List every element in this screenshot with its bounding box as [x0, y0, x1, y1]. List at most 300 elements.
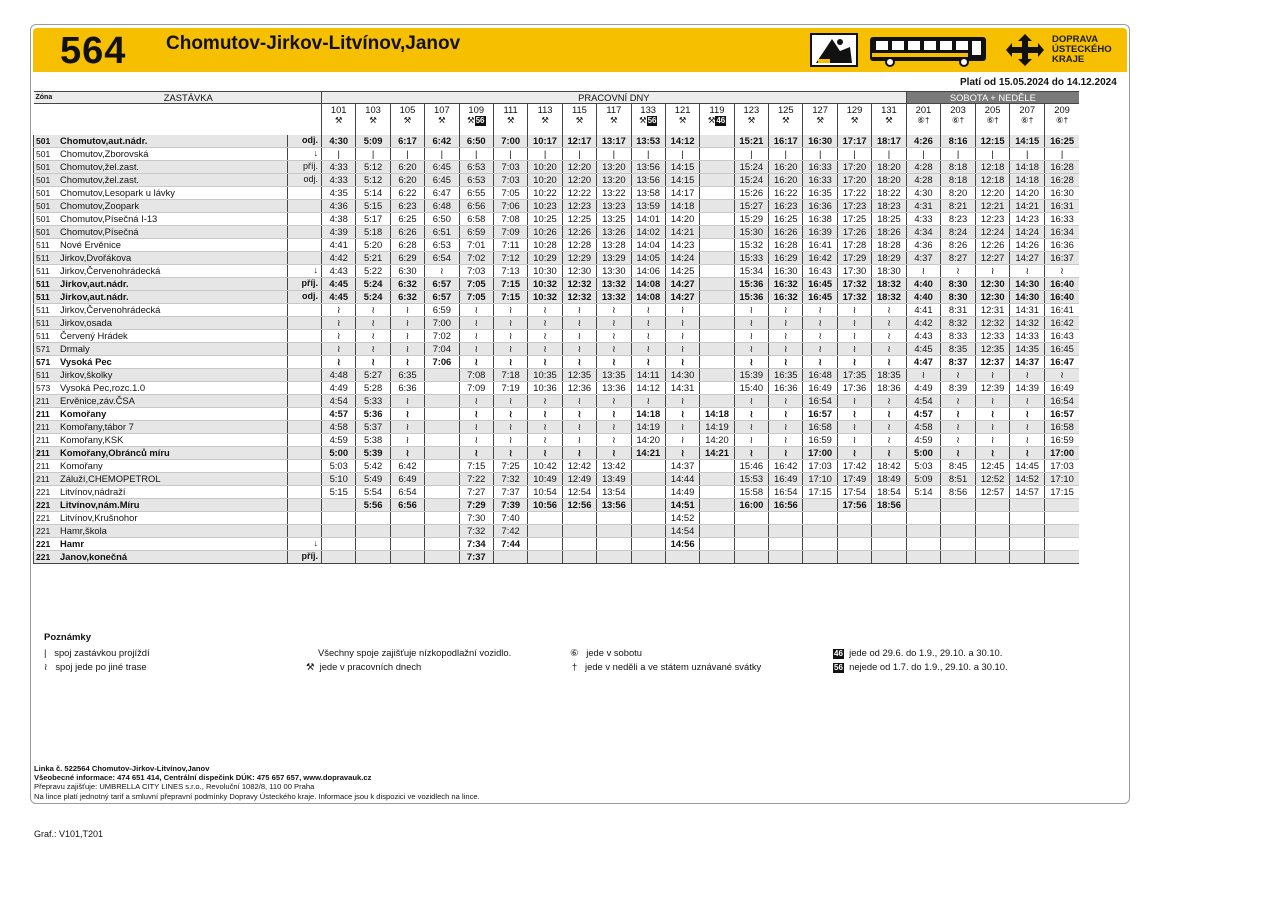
time-cell: 4:40: [906, 277, 941, 290]
time-cell: 18:29: [872, 251, 906, 264]
time-cell: ≀: [734, 316, 768, 329]
time-cell: ≀: [837, 342, 871, 355]
time-cell: [872, 550, 906, 563]
trip-symbol: [459, 115, 493, 127]
time-cell: ≀: [665, 329, 699, 342]
time-cell: ≀: [631, 316, 665, 329]
time-cell: [700, 498, 734, 511]
time-cell: |: [356, 147, 390, 160]
arr-dep-flag: [288, 225, 322, 238]
time-cell: ≀: [1010, 368, 1045, 381]
stop-cell: [34, 290, 288, 303]
arr-dep-flag: [288, 342, 322, 355]
time-cell: [700, 160, 734, 173]
time-cell: 5:28: [356, 381, 390, 394]
time-cell: ≀: [803, 316, 837, 329]
time-cell: 12:27: [975, 251, 1010, 264]
time-cell: 17:00: [1045, 446, 1080, 459]
time-cell: 6:42: [390, 459, 424, 472]
time-cell: ≀: [390, 394, 424, 407]
time-cell: 12:26: [975, 238, 1010, 251]
time-cell: 5:54: [356, 485, 390, 498]
time-cell: [734, 511, 768, 524]
time-cell: [700, 472, 734, 485]
time-cell: 14:30: [1010, 290, 1045, 303]
time-cell: ≀: [597, 342, 631, 355]
route-title: Chomutov-Jirkov-Litvínov,Janov: [166, 33, 461, 54]
table-row: [34, 135, 1080, 148]
time-cell: 12:45: [975, 459, 1010, 472]
trip-symbol-text: ⚒: [369, 115, 377, 126]
arr-dep-flag: [288, 407, 322, 420]
trip-symbol: [1045, 115, 1080, 127]
arr-dep-flag: [288, 212, 322, 225]
trip-symbol-text: ⚒: [541, 115, 549, 126]
time-cell: 16:34: [1045, 225, 1080, 238]
time-cell: ≀: [975, 264, 1010, 277]
time-cell: 6:25: [390, 212, 424, 225]
time-cell: 7:19: [493, 381, 527, 394]
time-cell: ≀: [528, 420, 562, 433]
time-cell: [1045, 524, 1080, 537]
stop-name: Komořany: [60, 407, 107, 419]
time-cell: [425, 446, 459, 459]
time-cell: [597, 511, 631, 524]
time-cell: 6:20: [390, 173, 424, 186]
time-cell: [975, 511, 1010, 524]
gap-cell: [597, 127, 631, 135]
time-cell: ≀: [837, 446, 871, 459]
trip-symbol: [872, 115, 906, 127]
zone-number: 211: [36, 447, 50, 458]
time-cell: 16:35: [769, 368, 803, 381]
time-cell: 12:22: [562, 186, 596, 199]
stop-name: Jirkov,aut.nádr.: [60, 277, 129, 289]
time-cell: [425, 537, 459, 550]
time-cell: 12:17: [562, 135, 596, 148]
time-cell: 16:49: [1045, 381, 1080, 394]
time-cell: |: [941, 147, 976, 160]
time-cell: 16:33: [1045, 212, 1080, 225]
workday-icon: ⚒: [707, 115, 716, 126]
stop-cell: [34, 420, 288, 433]
time-cell: 4:59: [322, 433, 356, 446]
time-cell: [1010, 498, 1045, 511]
table-row: [34, 303, 1080, 316]
time-cell: 8:20: [941, 186, 976, 199]
time-cell: ≀: [872, 394, 906, 407]
stop-name: Chomutov,Písečná: [60, 225, 139, 237]
time-cell: ≀: [459, 407, 493, 420]
other-route-text: spoj jede po jiné trase: [55, 661, 147, 672]
time-cell: ≀: [872, 433, 906, 446]
time-cell: [769, 511, 803, 524]
time-cell: 12:32: [562, 277, 596, 290]
time-cell: [631, 511, 665, 524]
trip-number: 129: [837, 104, 871, 116]
stop-name: Chomutov,žel.zast.: [60, 173, 140, 185]
time-cell: 4:42: [906, 316, 941, 329]
arr-dep-flag: odj.: [288, 135, 322, 148]
time-cell: ≀: [356, 342, 390, 355]
note-lowfloor: Všechny spoje zajišťuje nízkopodlažní vozidlo.: [318, 647, 512, 658]
trip-symbol: [390, 115, 424, 127]
workday-text: jede v pracovních dnech: [319, 661, 422, 672]
time-cell: 13:56: [631, 160, 665, 173]
time-cell: 7:27: [459, 485, 493, 498]
zone-number: 501: [36, 161, 51, 172]
zone-number: 511: [36, 317, 50, 328]
time-cell: [597, 524, 631, 537]
time-cell: 14:24: [665, 251, 699, 264]
gap-cell: [803, 127, 837, 135]
time-cell: ≀: [769, 329, 803, 342]
gap-cell: [837, 127, 871, 135]
time-cell: ≀: [975, 394, 1010, 407]
stop-cell: [34, 135, 288, 148]
time-cell: [425, 524, 459, 537]
time-cell: 14:23: [1010, 212, 1045, 225]
stop-cell: [34, 238, 288, 251]
time-cell: 18:42: [872, 459, 906, 472]
time-cell: 14:20: [631, 433, 665, 446]
time-cell: 16:58: [1045, 420, 1080, 433]
arr-dep-flag: [288, 498, 322, 511]
trip-symbol-row: [34, 115, 1080, 127]
time-cell: [700, 147, 734, 160]
time-cell: [941, 511, 976, 524]
time-cell: 14:06: [631, 264, 665, 277]
stop-cell: [34, 550, 288, 563]
time-cell: 16:43: [1045, 329, 1080, 342]
time-cell: 13:35: [597, 368, 631, 381]
time-cell: 5:24: [356, 277, 390, 290]
time-cell: 14:15: [665, 160, 699, 173]
time-cell: 16:42: [1045, 316, 1080, 329]
time-cell: ≀: [941, 420, 976, 433]
time-cell: ≀: [941, 446, 976, 459]
time-cell: 18:30: [872, 264, 906, 277]
stop-cell: [34, 537, 288, 550]
time-cell: ≀: [872, 342, 906, 355]
pass-text: spoj zastávkou projíždí: [54, 647, 150, 658]
time-cell: 10:42: [528, 459, 562, 472]
time-cell: 15:30: [734, 225, 768, 238]
footer-operator: Přepravu zajišťuje: UMBRELLA CITY LINES s.r.o., Revoluční 1082/8, 110 00 Praha: [34, 782, 315, 792]
time-cell: [1010, 537, 1045, 550]
time-cell: |: [425, 147, 459, 160]
trip-symbol-text: ⑥†: [951, 115, 965, 126]
arr-dep-flag: [288, 329, 322, 342]
time-cell: 16:36: [769, 381, 803, 394]
time-cell: 16:43: [803, 264, 837, 277]
arr-dep-flag: [288, 420, 322, 433]
time-cell: ≀: [906, 264, 941, 277]
time-cell: 7:08: [493, 212, 527, 225]
time-cell: 6:30: [390, 264, 424, 277]
arr-dep-flag: [288, 524, 322, 537]
time-cell: 13:30: [597, 264, 631, 277]
time-cell: 13:28: [597, 238, 631, 251]
time-cell: 4:47: [906, 355, 941, 368]
time-cell: 17:54: [837, 485, 871, 498]
time-cell: 10:32: [528, 277, 562, 290]
time-cell: ≀: [528, 303, 562, 316]
time-cell: 10:28: [528, 238, 562, 251]
time-cell: 14:18: [700, 407, 734, 420]
time-cell: 16:28: [1045, 173, 1080, 186]
stop-name: Vysoká Pec: [60, 355, 112, 367]
time-cell: 4:30: [322, 135, 356, 148]
time-cell: ≀: [528, 316, 562, 329]
time-cell: 14:19: [700, 420, 734, 433]
time-cell: 17:25: [837, 212, 871, 225]
time-cell: 5:24: [356, 290, 390, 303]
time-cell: ≀: [803, 303, 837, 316]
time-cell: ≀: [734, 355, 768, 368]
time-cell: [356, 511, 390, 524]
time-cell: [700, 316, 734, 329]
time-cell: 7:02: [425, 329, 459, 342]
time-cell: 6:20: [390, 160, 424, 173]
time-cell: ≀: [562, 342, 596, 355]
time-cell: [1010, 524, 1045, 537]
time-cell: 13:59: [631, 199, 665, 212]
time-cell: 4:49: [906, 381, 941, 394]
time-cell: [528, 511, 562, 524]
time-cell: 7:34: [459, 537, 493, 550]
trip-number: 133: [631, 104, 665, 116]
time-cell: 7:37: [459, 550, 493, 563]
time-cell: 17:49: [837, 472, 871, 485]
time-cell: 8:31: [941, 303, 976, 316]
badge-56: 56: [834, 663, 843, 672]
time-cell: 16:45: [1045, 342, 1080, 355]
time-cell: |: [769, 147, 803, 160]
time-cell: ≀: [665, 342, 699, 355]
footer-line-id: Linka č. 522564 Chomutov-Jirkov-Litvínov,Janov: [34, 764, 210, 773]
time-cell: ≀: [837, 355, 871, 368]
time-cell: 16:31: [1045, 199, 1080, 212]
time-cell: ≀: [734, 394, 768, 407]
zone-number: 511: [36, 278, 50, 289]
table-row: [34, 251, 1080, 264]
time-cell: 6:54: [425, 251, 459, 264]
time-cell: [700, 524, 734, 537]
time-cell: ≀: [459, 394, 493, 407]
time-cell: 14:12: [631, 381, 665, 394]
time-cell: 8:18: [941, 173, 976, 186]
time-cell: ≀: [597, 303, 631, 316]
time-cell: [700, 199, 734, 212]
time-cell: 6:59: [425, 303, 459, 316]
time-cell: 4:45: [906, 342, 941, 355]
time-cell: 16:42: [769, 459, 803, 472]
gap-cell: [631, 127, 665, 135]
time-cell: [631, 498, 665, 511]
time-cell: ≀: [837, 433, 871, 446]
time-cell: 16:00: [734, 498, 768, 511]
time-cell: 17:20: [837, 173, 871, 186]
time-cell: [322, 550, 356, 563]
time-cell: 6:23: [390, 199, 424, 212]
time-cell: 12:26: [562, 225, 596, 238]
time-cell: 13:32: [597, 277, 631, 290]
validity-text: Platí od 15.05.2024 do 14.12.2024: [960, 77, 1117, 88]
time-cell: 12:24: [975, 225, 1010, 238]
gap-cell: [700, 127, 734, 135]
workday-icon: ⚒: [638, 115, 647, 126]
time-cell: 4:59: [906, 433, 941, 446]
time-cell: [322, 498, 356, 511]
stop-cell: [34, 173, 288, 186]
note-workday: [306, 661, 421, 673]
time-cell: 4:43: [322, 264, 356, 277]
trip-symbol: [528, 115, 562, 127]
time-cell: ≀: [390, 342, 424, 355]
time-cell: 12:30: [975, 277, 1010, 290]
time-cell: 12:49: [562, 472, 596, 485]
time-cell: [700, 355, 734, 368]
zone-number: 211: [36, 408, 50, 419]
note-56-text: nejede od 1.7. do 1.9., 29.10. a 30.10.: [849, 661, 1008, 672]
time-cell: 4:33: [322, 173, 356, 186]
time-cell: 18:25: [872, 212, 906, 225]
time-cell: 5:36: [356, 407, 390, 420]
time-cell: [803, 550, 837, 563]
time-cell: 16:59: [803, 433, 837, 446]
trip-symbol-spacer: [34, 115, 322, 127]
time-cell: ≀: [769, 394, 803, 407]
time-cell: 18:20: [872, 173, 906, 186]
time-cell: ≀: [837, 420, 871, 433]
time-cell: 7:12: [493, 251, 527, 264]
time-cell: ≀: [459, 316, 493, 329]
time-cell: 16:54: [769, 485, 803, 498]
time-cell: 7:06: [493, 199, 527, 212]
time-cell: [734, 550, 768, 563]
zone-number: 511: [36, 265, 50, 276]
time-cell: ≀: [528, 355, 562, 368]
time-cell: 13:29: [597, 251, 631, 264]
trip-symbol-text: ⚒: [575, 115, 584, 126]
table-row: [34, 394, 1080, 407]
stop-cell: [34, 498, 288, 511]
time-cell: 16:57: [1045, 407, 1080, 420]
time-cell: 8:39: [941, 381, 976, 394]
time-cell: ≀: [769, 342, 803, 355]
zone-number: 573: [36, 382, 51, 393]
time-cell: ≀: [390, 433, 424, 446]
stop-name: Jirkov,osada: [60, 316, 112, 328]
gap-cell: [562, 127, 596, 135]
time-cell: [425, 368, 459, 381]
time-cell: 14:56: [665, 537, 699, 550]
time-cell: [700, 135, 734, 148]
gap-row: [34, 127, 1080, 135]
arr-dep-flag: ↓: [288, 147, 322, 160]
time-cell: 10:36: [528, 381, 562, 394]
time-cell: [562, 537, 596, 550]
time-cell: [803, 511, 837, 524]
time-cell: [700, 264, 734, 277]
time-cell: 14:20: [1010, 186, 1045, 199]
stop-name: Komořany,tábor 7: [60, 420, 134, 432]
time-cell: 8:30: [941, 290, 976, 303]
trip-symbol-text: ⚒: [506, 115, 515, 126]
time-cell: ≀: [803, 329, 837, 342]
note-sunday: [572, 661, 761, 672]
time-cell: |: [872, 147, 906, 160]
time-cell: 17:42: [837, 459, 871, 472]
time-cell: 12:39: [975, 381, 1010, 394]
time-cell: ≀: [837, 394, 871, 407]
time-cell: [631, 472, 665, 485]
stop-cell: [34, 446, 288, 459]
time-cell: [425, 381, 459, 394]
time-cell: [700, 381, 734, 394]
time-cell: 4:57: [906, 407, 941, 420]
time-cell: 4:58: [322, 420, 356, 433]
time-cell: |: [906, 147, 941, 160]
zone-number: 211: [36, 421, 50, 432]
time-cell: 4:38: [322, 212, 356, 225]
time-cell: 12:15: [975, 135, 1010, 148]
trip-number: 201: [906, 104, 941, 116]
zone-number: 511: [36, 330, 50, 341]
time-cell: 17:03: [1045, 459, 1080, 472]
badge-46: 46: [834, 649, 843, 658]
stop-name: Litvínov,Krušnohor: [60, 511, 138, 523]
stop-cell: [34, 368, 288, 381]
time-cell: 7:04: [425, 342, 459, 355]
time-cell: ≀: [562, 420, 596, 433]
time-cell: 16:32: [769, 290, 803, 303]
time-cell: 7:11: [493, 238, 527, 251]
stop-name: Vysoká Pec,rozc.1.0: [60, 381, 146, 393]
time-cell: ≀: [941, 368, 976, 381]
time-cell: [700, 303, 734, 316]
time-cell: ≀: [562, 355, 596, 368]
time-cell: 16:36: [1045, 238, 1080, 251]
zone-number: 211: [36, 460, 50, 471]
time-cell: 4:57: [322, 407, 356, 420]
trip-number-row: [34, 104, 1080, 116]
time-cell: ≀: [322, 303, 356, 316]
time-cell: ≀: [734, 420, 768, 433]
time-cell: ≀: [459, 303, 493, 316]
time-cell: 16:26: [769, 225, 803, 238]
table-row: [34, 459, 1080, 472]
time-cell: 18:35: [872, 368, 906, 381]
time-cell: ≀: [390, 407, 424, 420]
arr-dep-flag: příj.: [288, 550, 322, 563]
time-cell: 10:20: [528, 160, 562, 173]
footer-info: [34, 764, 480, 801]
time-cell: 14:30: [665, 368, 699, 381]
stop-cell: [34, 407, 288, 420]
note-pass: [44, 647, 150, 658]
time-cell: 16:28: [1045, 160, 1080, 173]
table-row: [34, 290, 1080, 303]
table-row: [34, 264, 1080, 277]
arr-dep-flag: ↓: [288, 537, 322, 550]
time-cell: ≀: [390, 446, 424, 459]
time-cell: [700, 329, 734, 342]
time-cell: [631, 459, 665, 472]
brand-text: [1052, 35, 1112, 65]
arr-dep-flag: [288, 355, 322, 368]
